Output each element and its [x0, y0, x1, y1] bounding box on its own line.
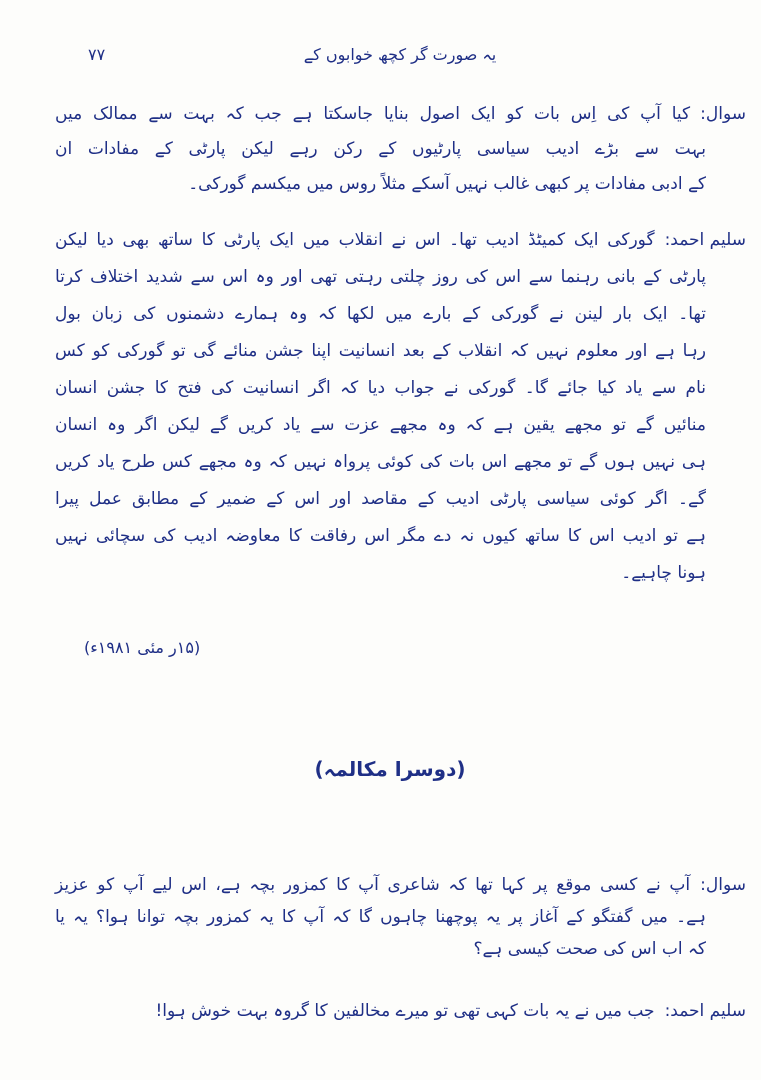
question-line: کے ادبی مفادات پر کبھی غالب نہیں آسکے مثلاً روس میں میکسم گورکی۔: [188, 174, 706, 194]
answer-label: سلیم احمد:: [664, 230, 746, 250]
interview-date: [84, 633, 284, 663]
answer-line: پارٹی کے بانی رہنما سے اس کی روز چلتی رہتی تھی اور وہ اس سے شدید اختلاف کرتا: [55, 267, 706, 287]
running-header-title: یہ صورت گر کچھ خوابوں کے: [303, 45, 497, 64]
answer-line: گے۔ اگر کوئی سیاسی پارٹی ادیب کے مقاصد اور اس کے ضمیر کے مطابق عمل پیرا: [55, 489, 706, 509]
answer-line: تھا۔ ایک بار لینن نے گورکی کے بارے میں لکھا کہ وہ ہمارے دشمنوں کی زبان بول: [55, 304, 706, 324]
section-1: [0, 97, 761, 663]
answer-line: نام سے یاد کیا جائے گا۔ گورکی نے جواب دیا کہ اگر انسانیت کی فتح کا جشن انسان: [55, 378, 706, 398]
question-line: بہت سے بڑے ادیب سیاسی پارٹیوں کے رکن رہے لیکن پارٹی کے مفادات ان: [55, 139, 706, 159]
answer-paragraph: [55, 995, 746, 1067]
question-label: سوال:: [700, 104, 746, 124]
answer-line: جب میں نے یہ بات کہی تھی تو میرے مخالفین کا گروہ بہت خوش ہوا!: [155, 1001, 655, 1021]
question-line: کہ اب اس کی صحت کیسی ہے؟: [473, 939, 706, 959]
interview-date-text: (۱۵ر مئی ۱۹۸۱ء): [84, 638, 201, 657]
answer-line: منائیں گے تو مجھے یقین ہے کہ وہ مجھے عزت سے یاد کریں گے لیکن اگر وہ انسان: [55, 415, 706, 435]
section-2: [0, 753, 761, 1067]
page-number: ۷۷: [88, 45, 106, 64]
running-header: [0, 40, 761, 70]
question-line: آپ نے کسی موقع پر کہا تھا کہ شاعری آپ کا کمزور بچہ ہے، اس لیے آپ کو عزیز: [55, 875, 691, 895]
answer-line: گورکی ایک کمیٹڈ ادیب تھا۔ اس نے انقلاب میں ایک پارٹی کا ساتھ بھی دیا لیکن: [55, 230, 655, 250]
section-heading: (دوسرا مکالمہ): [314, 757, 466, 781]
answer-label: سلیم احمد:: [664, 1001, 746, 1021]
answer-line: ہی نہیں ہوں گے تو مجھے اس بات کی کوئی پرواہ نہیں کہ وہ مجھے کس طرح یاد کریں: [55, 452, 706, 472]
question-paragraph: [55, 97, 746, 202]
question-paragraph: [55, 869, 746, 965]
answer-line: رہا ہے اور معلوم نہیں کہ انقلاب کے بعد انسانیت اپنا جشن منائے گی تو گورکی کو کس: [55, 341, 706, 361]
answer-line: ہونا چاہیے۔: [621, 563, 706, 583]
question-line: کیا آپ کی اِس بات کو ایک اصول بنایا جاسکتا ہے جب کہ بہت سے ممالک میں: [55, 104, 691, 124]
question-label: سوال:: [700, 875, 746, 895]
answer-paragraph: [55, 222, 746, 592]
answer-line: ہے تو ادیب اس کا ساتھ کیوں نہ دے مگر اس رفاقت کا معاوضہ ادیب کی سچائی نہیں: [55, 526, 706, 546]
question-line: ہے۔ میں گفتگو کے آغاز پر یہ پوچھنا چاہوں گا کہ آپ کا یہ کمزور بچہ توانا ہوا؟ یہ یا: [55, 907, 706, 927]
